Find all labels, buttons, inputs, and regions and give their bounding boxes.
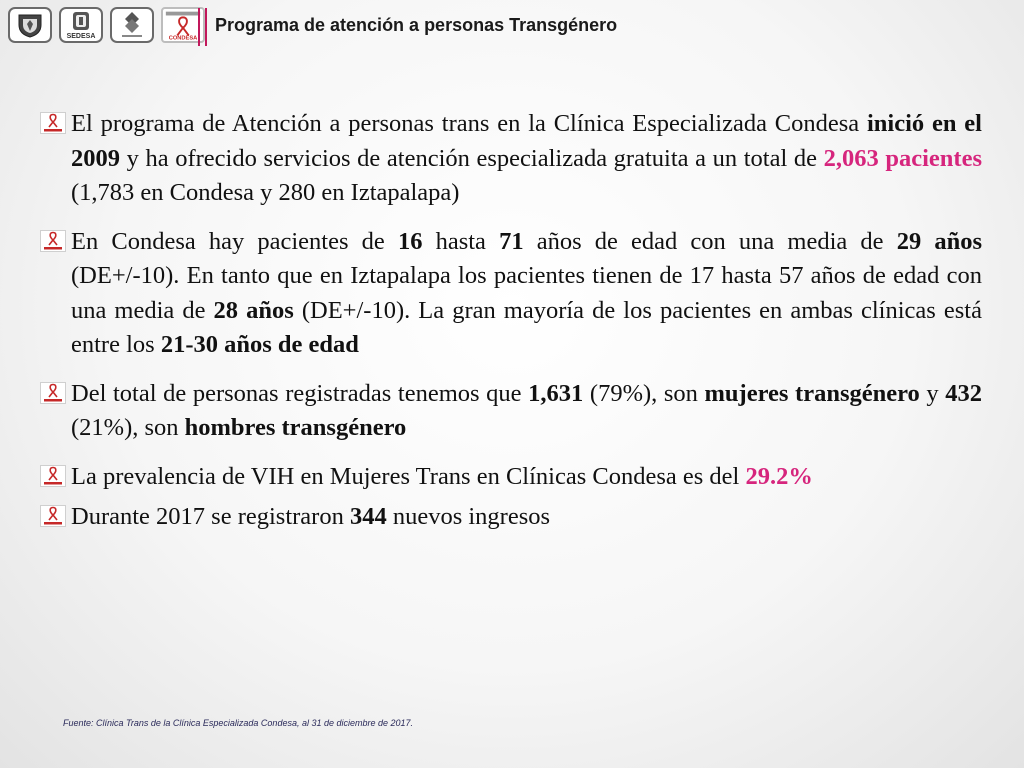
condesa-ribbon-icon	[40, 503, 66, 525]
header-divider-line	[198, 8, 200, 46]
sedesa-logo-label: SEDESA	[66, 33, 96, 40]
highlight-value: 29.2%	[745, 462, 813, 490]
bold-text: 21-30 años de edad	[160, 331, 359, 358]
health-emblem-icon	[114, 10, 150, 40]
condesa-ribbon-icon	[40, 463, 66, 485]
bullet-text: (79%), son	[583, 379, 705, 407]
bullet-text: nuevos ingresos	[386, 503, 551, 530]
page-title: Programa de atención a personas Transgénero	[215, 15, 618, 35]
bullet-text: (DE+/-10). En tanto que en Iztapalapa los pacientes tienen de 17 hasta 57 años de edad con una media de	[71, 262, 982, 324]
health-secretariat-logo	[110, 7, 154, 43]
bullet-list	[40, 107, 982, 541]
bullet-item	[40, 225, 982, 363]
bullet-item	[40, 377, 982, 446]
sedesa-logo	[59, 7, 103, 43]
bullet-text: hasta	[422, 227, 500, 255]
mexico-city-coat-of-arms-logo	[8, 7, 52, 43]
source-footnote: Fuente: Clínica Trans de la Clínica Especializada Condesa, al 31 de diciembre de 2017.	[63, 718, 414, 728]
bullet-text: El programa de Atención a personas trans en la Clínica Especializada Condesa	[71, 110, 867, 137]
bullet-text: y ha ofrecido servicios de atención especializada gratuita a un total de	[120, 144, 824, 172]
bullet-item	[40, 460, 982, 495]
bullet-text: Durante 2017 se registraron	[71, 503, 350, 530]
condesa-ribbon-icon	[40, 228, 66, 250]
bold-text: mujeres transgénero	[704, 379, 920, 407]
bold-text: 344	[349, 503, 387, 530]
bullet-item	[40, 500, 982, 535]
bold-text: 28 años	[213, 296, 294, 324]
condesa-emblem-icon	[163, 9, 203, 41]
condesa-ribbon-icon	[40, 380, 66, 402]
bold-text: 432	[945, 379, 982, 407]
bullet-text: años de edad con una media de	[523, 227, 897, 255]
bold-text: hombres transgénero	[184, 414, 407, 441]
bullet-text: (1,783 en Condesa y 280 en Iztapalapa)	[71, 179, 460, 206]
bullet-text: En Condesa hay pacientes de	[71, 227, 398, 255]
bullet-text: Del total de personas registradas tenemos que	[71, 379, 529, 407]
condesa-logo-label: CONDESA	[168, 35, 198, 41]
highlight-value: 2,063 pacientes	[823, 144, 982, 172]
bold-text: 1,631	[528, 379, 584, 407]
bullet-text: (DE+/-10). La gran mayoría de los pacientes en ambas clínicas está entre los	[71, 296, 982, 358]
sedesa-emblem-icon	[63, 10, 99, 40]
coat-of-arms-icon	[13, 11, 47, 39]
bold-text: 71	[499, 227, 524, 255]
bullet-text: y	[919, 379, 946, 407]
bold-text: 29 años	[896, 227, 983, 255]
bold-text: inició en el 2009	[71, 110, 982, 172]
bullet-text: (21%), son	[71, 414, 185, 441]
bold-text: 16	[397, 227, 423, 255]
bullet-text: La prevalencia de VIH en Mujeres Trans en Clínicas Condesa es del	[71, 462, 746, 490]
header-divider-line	[205, 8, 207, 46]
header-logos	[8, 7, 205, 43]
bullet-item	[40, 107, 982, 211]
condesa-ribbon-icon	[40, 110, 66, 132]
